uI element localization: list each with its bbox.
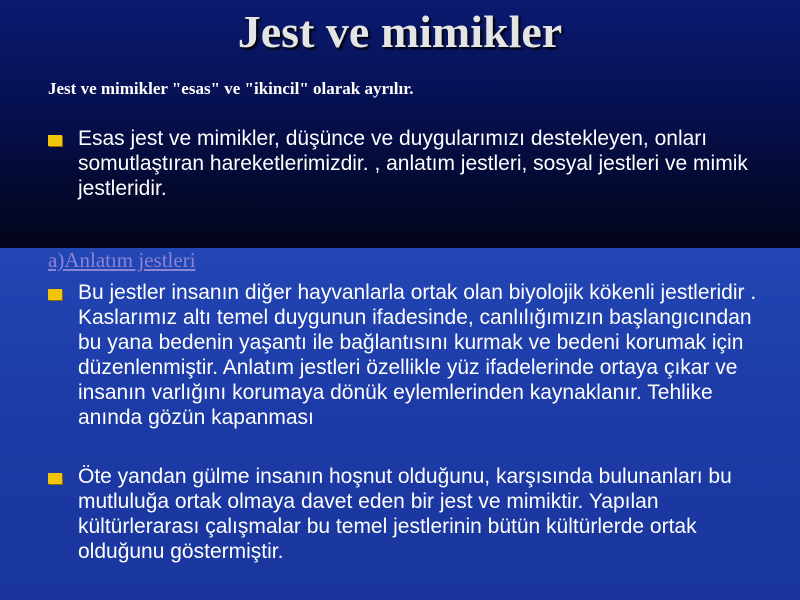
bullet-text: Bu jestler insanın diğer hayvanlarla ortak olan biyolojik kökenli jestleridir . Kaslarımız altı temel duygunun ifadesinde, canlılığımızın başlangıcından bu yana bedenin yaşantı ile bağlantısını kurmak ve bedeni korumak için düzenlenmiştir. Anlatım jestleri özellikle yüz ifadelerinde ortaya çıkar ve insanın varlığını korumaya dönük eylemlerinden kaynaklanır. Tehlike anında gözün kapanması — [78, 281, 757, 429]
section-heading[interactable]: a)Anlatım jestleri — [48, 248, 196, 272]
bullet-item — [48, 464, 768, 564]
square-bullet-icon — [48, 135, 62, 146]
slide-title: Jest ve mimikler — [237, 6, 563, 57]
bullet-item — [48, 126, 768, 201]
square-bullet-icon — [48, 289, 62, 300]
bullet-item — [48, 280, 768, 430]
slide-subtitle: Jest ve mimikler "esas" ve "ikincil" olarak ayrılır. — [48, 79, 414, 98]
bullet-text: Öte yandan gülme insanın hoşnut olduğunu, karşısında bulunanları bu mutluluğa ortak olmaya davet eden bir jest ve mimiktir. Yapılan kültürlerarası çalışmalar bu temel jestlerinin bütün kültürlerde ortak olduğunu göstermiştir. — [78, 465, 732, 563]
square-bullet-icon — [48, 473, 62, 484]
bullet-text: Esas jest ve mimikler, düşünce ve duygularımızı destekleyen, onları somutlaştıran hareketlerimizdir. , anlatım jestleri, sosyal jestleri ve mimik jestleridir. — [78, 127, 748, 200]
